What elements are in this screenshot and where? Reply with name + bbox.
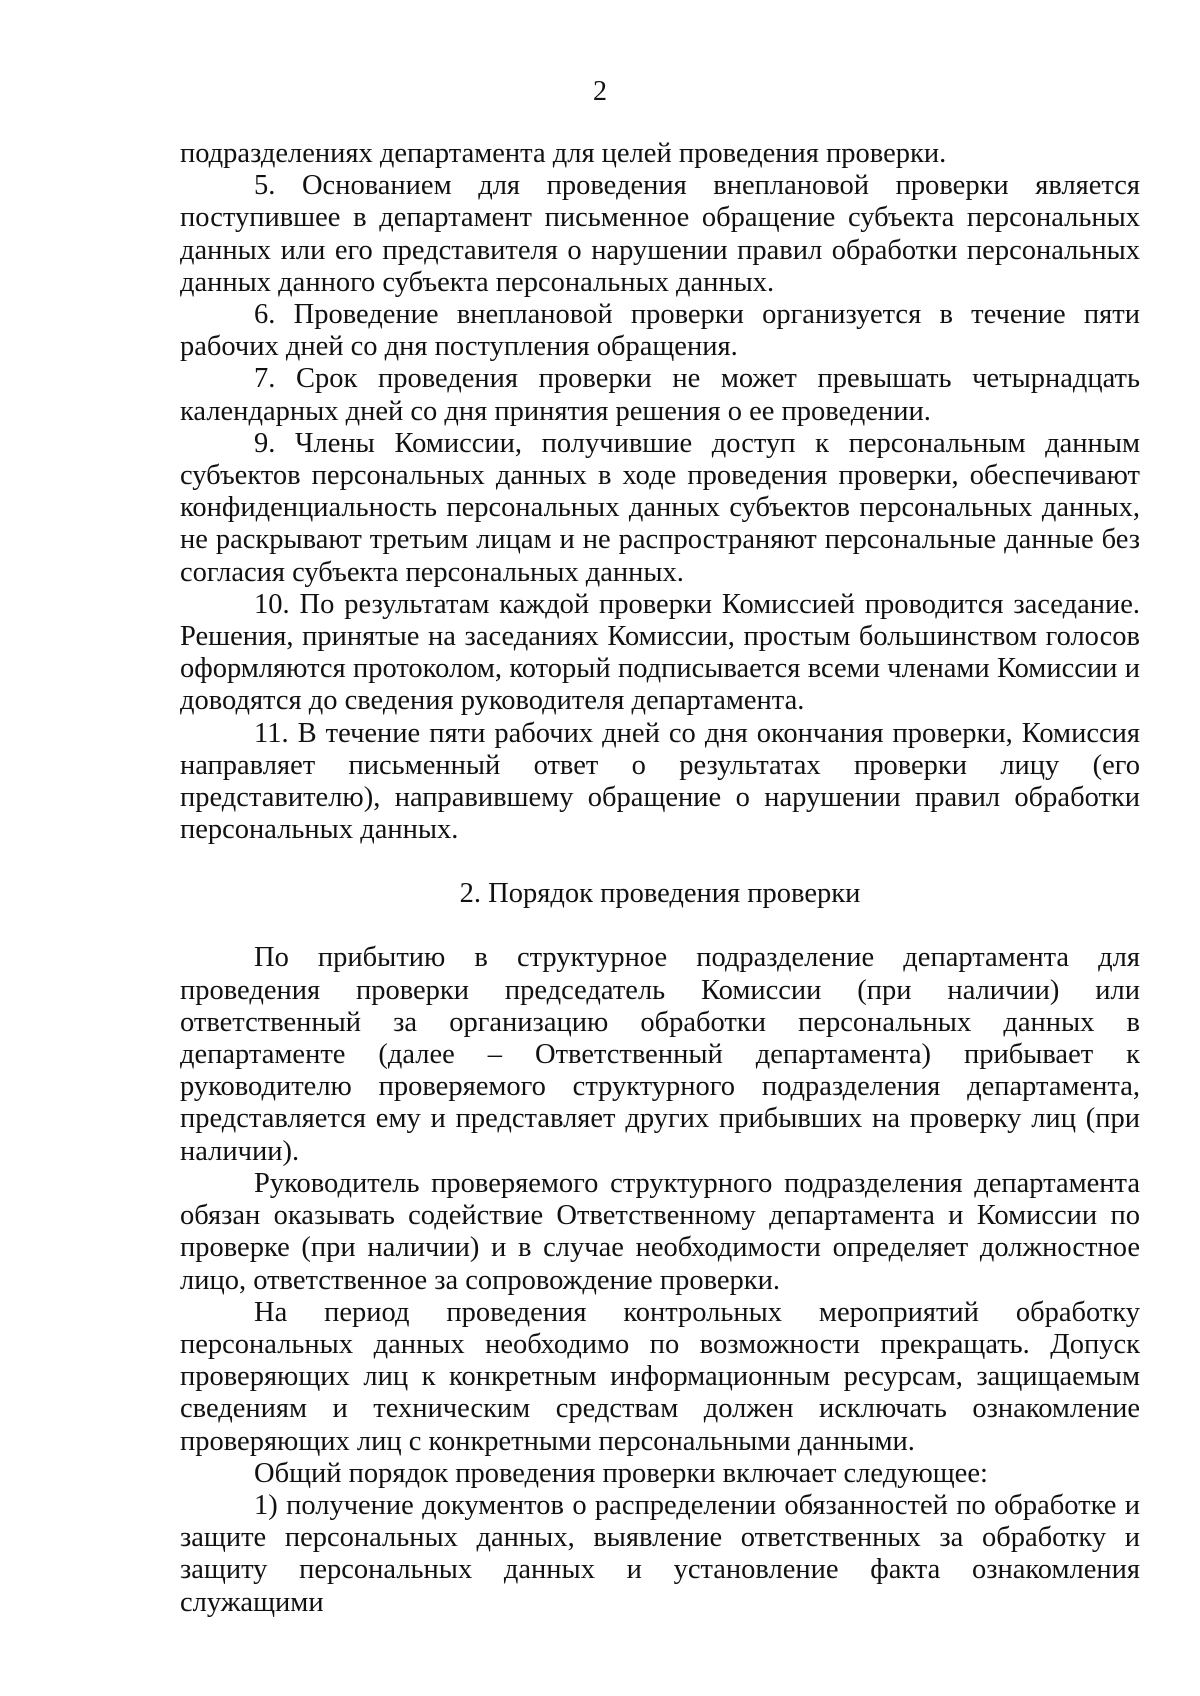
section-heading: 2. Порядок проведения проверки xyxy=(459,878,861,910)
paragraph-head-duties: Руководитель проверяемого структурного подразделения департамента обязан оказывать содействие Ответственному департамента и Комиссии по проверке (при наличии) и в случае необходимости определяет должностное лицо, ответственное за сопровождение проверки. xyxy=(180,1167,1140,1296)
paragraph-arrival: По прибытию в структурное подразделение департамента для проведения проверки председатель Комиссии (при наличии) или ответственный за организацию обработки персональных данных в департаменте (далее – Ответственный департамента) прибывает к руководителю проверяемого структурного подразделения департамента, представляется ему и представляет других прибывших на проверку лиц (при наличии). xyxy=(180,942,1140,1167)
document-body xyxy=(180,138,1140,1619)
page-number: 2 xyxy=(593,76,607,107)
paragraph-continuation: подразделениях департамента для целей проведения проверки. xyxy=(180,138,947,169)
paragraph-item-9: 9. Члены Комиссии, получившие доступ к персональным данным субъектов персональных данных в ходе проведения проверки, обеспечивают конфиденциальность персональных данных субъектов персональных данных, не раскрывают третьим лицам и не распространяют персональные данные без согласия субъекта персональных данных. xyxy=(180,427,1140,588)
paragraph-item-5: 5. Основанием для проведения внеплановой проверки является поступившее в департамент письменное обращение субъекта персональных данных или его представителя о нарушении правил обработки персональных данных данного субъекта персональных данных. xyxy=(180,170,1140,298)
paragraph-item-6: 6. Проведение внеплановой проверки организуется в течение пяти рабочих дней со дня поступления обращения. xyxy=(180,299,1140,363)
paragraph-procedure-step-1: 1) получение документов о распределении обязанностей по обработке и защите персональных данных, выявление ответственных за обработку и защиту персональных данных и установление факта ознакомления служащими xyxy=(180,1489,1140,1618)
paragraph-general-procedure: Общий порядок проведения проверки включает следующее: xyxy=(254,1457,988,1489)
paragraph-item-11: 11. В течение пяти рабочих дней со дня окончания проверки, Комиссия направляет письменный ответ о результатах проверки лицу (его представителю), направившему обращение о нарушении правил обработки персональных данных. xyxy=(180,717,1140,846)
paragraph-item-7: 7. Срок проведения проверки не может превышать четырнадцать календарных дней со дня принятия решения о ее проведении. xyxy=(180,363,1140,427)
paragraph-processing-suspension: На период проведения контрольных мероприятий обработку персональных данных необходимо по возможности прекращать. Допуск проверяющих лиц к конкретным информационным ресурсам, защищаемым сведениям и техническим средствам должен исключать ознакомление проверяющих лиц с конкретными персональными данными. xyxy=(180,1296,1140,1457)
paragraph-item-10: 10. По результатам каждой проверки Комиссией проводится заседание. Решения, принятые на заседаниях Комиссии, простым большинством голосов оформляются протоколом, который подписывается всеми членами Комиссии и доводятся до сведения руководителя департамента. xyxy=(180,588,1140,717)
